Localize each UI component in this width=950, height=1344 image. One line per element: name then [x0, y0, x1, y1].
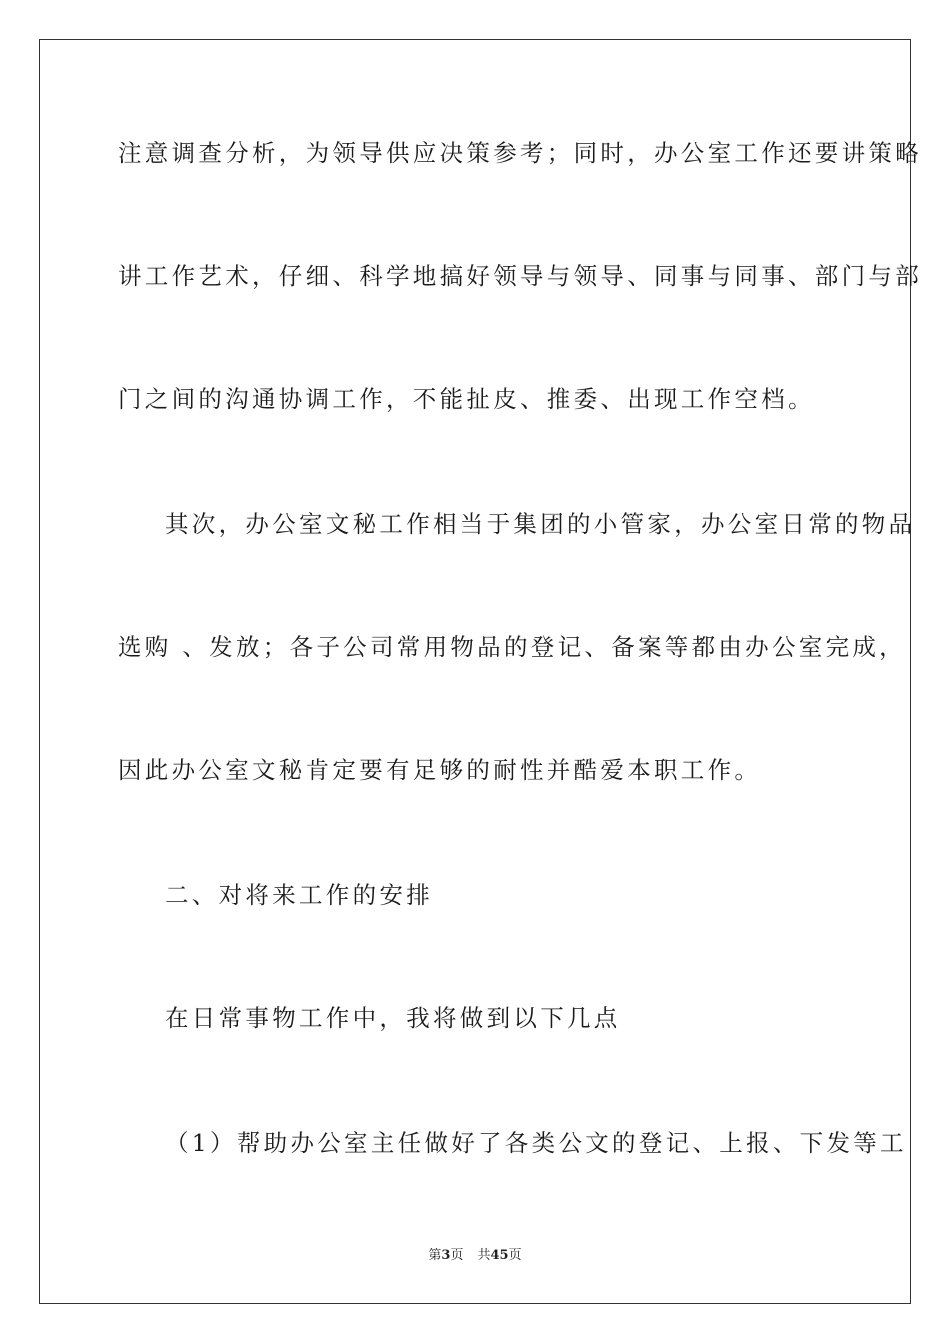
body-text-line-8: 在日常事物工作中，我将做到以下几点 — [165, 1004, 621, 1032]
body-text-line-4: 其次，办公室文秘工作相当于集团的小管家，办公室日常的物品 — [165, 510, 916, 538]
footer-page-suffix: 页 — [450, 1248, 464, 1263]
page-border — [39, 39, 922, 1304]
body-text-line-9: （1）帮助办公室主任做好了各类公文的登记、上报、下发等工 — [165, 1129, 907, 1157]
footer-total-suffix: 页 — [508, 1248, 522, 1263]
footer-page-prefix: 第 — [428, 1248, 442, 1263]
footer-page-number: 3 — [441, 1248, 451, 1263]
body-text-line-1: 注意调查分析，为领导供应决策参考；同时，办公室工作还要讲策略 — [118, 139, 922, 167]
page-footer — [0, 1247, 950, 1265]
footer-total-number: 45 — [490, 1248, 509, 1263]
body-text-line-5: 选购 、发放；各子公司常用物品的登记、备案等都由办公室完成， — [118, 633, 906, 661]
body-text-line-6: 因此办公室文秘肯定要有足够的耐性并酷爱本职工作。 — [118, 756, 762, 784]
body-text-line-2: 讲工作艺术，仔细、科学地搞好领导与领导、同事与同事、部门与部 — [118, 262, 922, 290]
section-heading: 二、对将来工作的安排 — [165, 881, 433, 909]
body-text-line-3: 门之间的沟通协调工作，不能扯皮、推委、出现工作空档。 — [118, 385, 815, 413]
footer-total-prefix: 共 — [477, 1248, 491, 1263]
